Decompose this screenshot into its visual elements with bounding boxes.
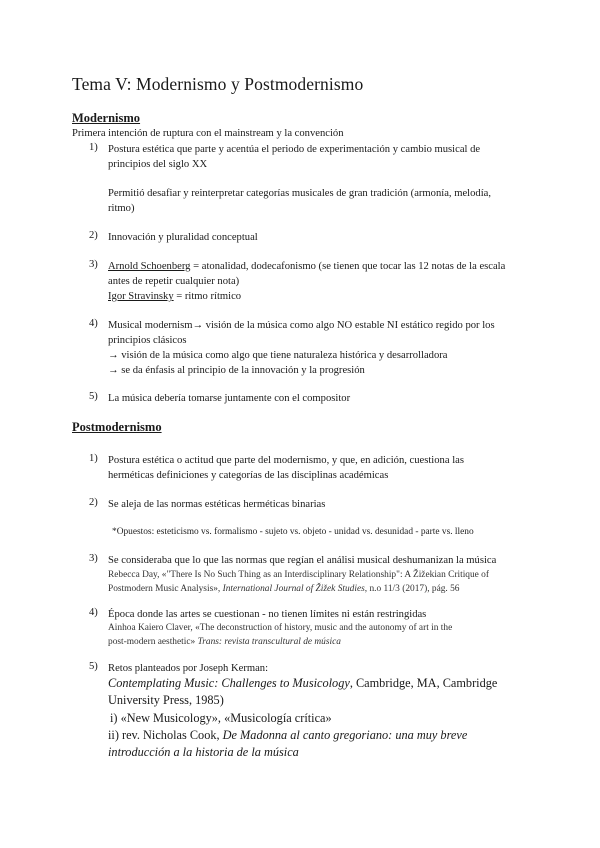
item-number: 3): [89, 259, 98, 270]
list-item-text: = ritmo rítmico: [173, 291, 242, 302]
page-title: Tema V: Modernismo y Postmodernismo: [72, 74, 364, 94]
list-item-line: antes de repetir cualquier nota): [108, 276, 240, 287]
list-item-line: ritmo): [108, 203, 135, 214]
book-reference: [108, 675, 497, 692]
list-item-line: herméticas definiciones y categorías de las disciplinas académicas: [108, 470, 389, 481]
list-item-line: Se consideraba que lo que las normas que regían el análisi musical deshumanizan la música: [108, 555, 497, 566]
list-item-line: Permitió desafiar y reinterpretar categorías musicales de gran tradición (armonía, melodía,: [108, 188, 491, 199]
citation-line: Rebecca Day, «"There Is No Such Thing as an Interdisciplinary Relationship": A Žižekian Critique of: [108, 570, 489, 580]
book-title: introducción a la historia de la música: [108, 745, 299, 759]
citation-text: Postmodern Music Analysis»,: [108, 584, 223, 594]
book-title: De Madonna al canto gregoriano: una muy breve: [222, 728, 468, 742]
list-item-text: = atonalidad, dodecafonismo (se tienen que tocar las 12 notas de la escala: [190, 261, 506, 272]
journal-title: International Journal of Žižek Studies: [222, 584, 365, 594]
composer-name-stravinsky: Igor Stravinsky: [108, 291, 174, 302]
citation-line: [108, 635, 341, 649]
list-item-line: principios clásicos: [108, 335, 187, 346]
list-item-line: Postura estética o actitud que parte del modernismo, y que, en adición, cuestiona las: [108, 455, 464, 466]
list-item-line: principios del siglo XX: [108, 159, 208, 170]
item-number: 4): [89, 607, 98, 618]
item-number: 2): [89, 497, 98, 508]
list-item-line: La música debería tomarse juntamente con el compositor: [108, 393, 351, 404]
item-number: 4): [89, 318, 98, 329]
book-reference-line: University Press, 1985): [108, 693, 224, 707]
list-item-line: Época donde las artes se cuestionan - no tienen límites ni están restringidas: [108, 609, 427, 620]
item-number: 2): [89, 230, 98, 241]
item-number: 1): [89, 142, 98, 153]
list-item-line: → se da énfasis al principio de la innovación y la progresión: [108, 365, 365, 376]
opposites-note: *Opuestos: esteticismo vs. formalismo - sujeto vs. objeto - unidad vs. desunidad - parte vs. lleno: [112, 527, 474, 537]
item-number: 1): [89, 453, 98, 464]
item-number: 5): [89, 661, 98, 672]
section-heading-modernismo: Modernismo: [72, 111, 141, 125]
list-item-line: Postura estética que parte y acentúa el periodo de experimentación y cambio musical de: [108, 144, 481, 155]
sub-item-text: ii) rev. Nicholas Cook,: [108, 728, 223, 742]
list-item-line: Se aleja de las normas estéticas herméticas binarias: [108, 499, 326, 510]
list-item-line: [108, 259, 505, 274]
composer-name-schoenberg: Arnold Schoenberg: [108, 261, 191, 272]
item-number: 5): [89, 391, 98, 402]
sub-item: [108, 727, 467, 744]
book-title: Contemplating Music: Challenges to Musicology: [108, 676, 350, 690]
list-item-line: Retos planteados por Joseph Kerman:: [108, 663, 269, 674]
journal-title: Trans: revista transcultural de música: [197, 637, 341, 647]
sub-item: i) «New Musicology», «Musicología crítica»: [110, 711, 332, 725]
section-heading-postmodernismo: Postmodernismo: [72, 420, 162, 434]
citation-line: [108, 582, 459, 596]
citation-text: post-modern aesthetic»: [108, 637, 198, 647]
citation-text: , n.o 11/3 (2017), pág. 56: [364, 584, 460, 594]
sub-item: [108, 744, 299, 761]
modernismo-intro: Primera intención de ruptura con el mainstream y la convención: [72, 128, 344, 139]
item-number: 3): [89, 553, 98, 564]
list-item-line: [108, 289, 241, 304]
book-text: , Cambridge, MA, Cambridge: [349, 676, 498, 690]
citation-line: Ainhoa Kaiero Claver, «The deconstruction of history, music and the autonomy of art in the: [108, 623, 453, 633]
list-item-line: → visión de la música como algo que tiene naturaleza histórica y desarrolladora: [108, 350, 448, 361]
list-item-line: Innovación y pluralidad conceptual: [108, 232, 258, 243]
list-item-line: Musical modernism→ visión de la música como algo NO estable NI estático regido por los: [108, 320, 495, 331]
